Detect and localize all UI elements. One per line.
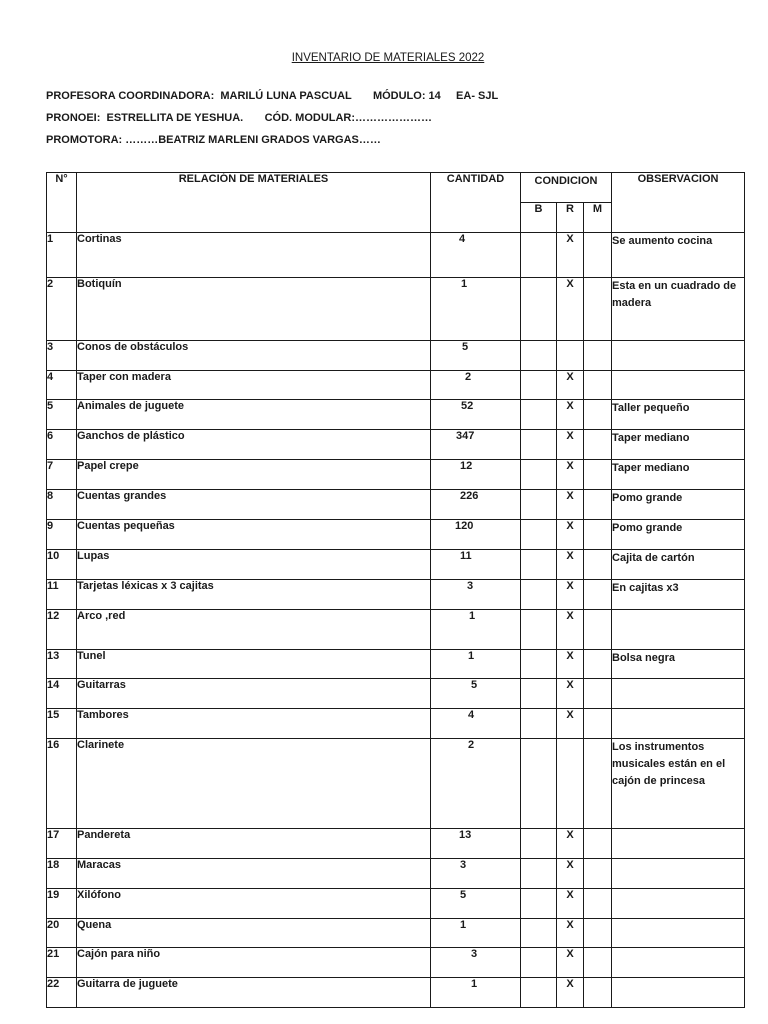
item-number: 15 xyxy=(47,709,77,739)
item-name: Cajón para niño xyxy=(77,948,431,978)
item-name: Pandereta xyxy=(77,829,431,859)
item-number: 7 xyxy=(47,460,77,490)
table-row xyxy=(47,889,745,919)
table-row xyxy=(47,709,745,739)
item-name: Clarinete xyxy=(77,739,431,829)
item-condition-m xyxy=(584,278,612,341)
item-condition-m xyxy=(584,430,612,460)
item-condition-r: X xyxy=(557,829,584,859)
item-name: Animales de juguete xyxy=(77,400,431,430)
item-observation: Se aumento cocina xyxy=(612,233,745,278)
item-quantity: 1 xyxy=(431,978,521,1008)
item-observation xyxy=(612,341,745,371)
item-observation: Esta en un cuadrado de madera xyxy=(612,278,745,341)
item-quantity: 3 xyxy=(431,859,521,889)
table-row xyxy=(47,430,745,460)
item-name: Guitarras xyxy=(77,679,431,709)
table-row xyxy=(47,829,745,859)
item-quantity: 4 xyxy=(431,709,521,739)
item-name: Cuentas grandes xyxy=(77,490,431,520)
item-name: Papel crepe xyxy=(77,460,431,490)
item-condition-m xyxy=(584,610,612,650)
item-condition-m xyxy=(584,490,612,520)
item-condition-r: X xyxy=(557,580,584,610)
item-condition-b xyxy=(521,829,557,859)
item-condition-b xyxy=(521,650,557,679)
item-number: 8 xyxy=(47,490,77,520)
item-condition-m xyxy=(584,341,612,371)
table-row xyxy=(47,978,745,1008)
table-row xyxy=(47,859,745,889)
item-condition-b xyxy=(521,859,557,889)
item-name: Tarjetas léxicas x 3 cajitas xyxy=(77,580,431,610)
item-condition-r: X xyxy=(557,233,584,278)
item-condition-b xyxy=(521,460,557,490)
item-condition-r: X xyxy=(557,889,584,919)
item-condition-b xyxy=(521,919,557,948)
item-name: Lupas xyxy=(77,550,431,580)
item-name: Taper con madera xyxy=(77,371,431,400)
header-observacion: OBSERVACION xyxy=(612,173,745,233)
item-name: Tambores xyxy=(77,709,431,739)
item-number: 11 xyxy=(47,580,77,610)
item-number: 2 xyxy=(47,278,77,341)
item-quantity: 3 xyxy=(431,948,521,978)
table-row xyxy=(47,400,745,430)
item-condition-b xyxy=(521,978,557,1008)
item-name: Ganchos de plástico xyxy=(77,430,431,460)
item-number: 14 xyxy=(47,679,77,709)
item-condition-b xyxy=(521,889,557,919)
item-number: 9 xyxy=(47,520,77,550)
item-condition-b xyxy=(521,430,557,460)
item-number: 4 xyxy=(47,371,77,400)
item-quantity: 1 xyxy=(431,610,521,650)
item-observation xyxy=(612,829,745,859)
item-name: Cuentas pequeñas xyxy=(77,520,431,550)
item-condition-r: X xyxy=(557,278,584,341)
item-quantity: 1 xyxy=(431,278,521,341)
item-condition-m xyxy=(584,829,612,859)
header-line-coordinadora: PROFESORA COORDINADORA: MARILÚ LUNA PASCUAL MÓDULO: 14 EA- SJL xyxy=(46,90,499,102)
item-condition-m xyxy=(584,919,612,948)
item-condition-m xyxy=(584,580,612,610)
item-condition-b xyxy=(521,679,557,709)
item-observation: Los instrumentos musicales están en el cajón de princesa xyxy=(612,739,745,829)
table-row xyxy=(47,919,745,948)
inventory-table xyxy=(46,172,745,1008)
item-quantity: 347 xyxy=(431,430,521,460)
item-number: 3 xyxy=(47,341,77,371)
header-line-pronoei: PRONOEI: ESTRELLITA DE YESHUA. CÓD. MODULAR:………………… xyxy=(46,112,433,124)
item-condition-m xyxy=(584,948,612,978)
item-condition-m xyxy=(584,859,612,889)
table-row xyxy=(47,580,745,610)
item-observation xyxy=(612,709,745,739)
item-name: Quena xyxy=(77,919,431,948)
item-observation xyxy=(612,948,745,978)
item-condition-b xyxy=(521,233,557,278)
item-condition-m xyxy=(584,233,612,278)
item-condition-r: X xyxy=(557,550,584,580)
table-row xyxy=(47,520,745,550)
header-num: N° xyxy=(47,173,77,233)
item-condition-m xyxy=(584,650,612,679)
table-row xyxy=(47,610,745,650)
header-cond-m: M xyxy=(584,203,612,233)
item-quantity: 3 xyxy=(431,580,521,610)
item-number: 1 xyxy=(47,233,77,278)
item-name: Tunel xyxy=(77,650,431,679)
item-quantity: 5 xyxy=(431,341,521,371)
item-quantity: 226 xyxy=(431,490,521,520)
item-quantity: 12 xyxy=(431,460,521,490)
item-condition-b xyxy=(521,610,557,650)
item-name: Maracas xyxy=(77,859,431,889)
header-cond-r: R xyxy=(557,203,584,233)
inventory-rows xyxy=(47,233,745,1008)
table-row xyxy=(47,278,745,341)
table-row xyxy=(47,341,745,371)
item-observation: Pomo grande xyxy=(612,520,745,550)
item-name: Conos de obstáculos xyxy=(77,341,431,371)
item-condition-m xyxy=(584,550,612,580)
item-quantity: 120 xyxy=(431,520,521,550)
item-observation xyxy=(612,679,745,709)
item-condition-r: X xyxy=(557,490,584,520)
item-condition-r: X xyxy=(557,610,584,650)
item-observation: Taper mediano xyxy=(612,460,745,490)
item-condition-b xyxy=(521,550,557,580)
item-condition-b xyxy=(521,490,557,520)
header-cond-b: B xyxy=(521,203,557,233)
item-condition-r xyxy=(557,341,584,371)
item-name: Guitarra de juguete xyxy=(77,978,431,1008)
item-observation: Taller pequeño xyxy=(612,400,745,430)
table-row xyxy=(47,679,745,709)
item-observation: Bolsa negra xyxy=(612,650,745,679)
item-name: Xilófono xyxy=(77,889,431,919)
item-condition-r: X xyxy=(557,430,584,460)
table-row xyxy=(47,650,745,679)
item-name: Cortinas xyxy=(77,233,431,278)
item-name: Botiquín xyxy=(77,278,431,341)
item-condition-r: X xyxy=(557,948,584,978)
item-condition-m xyxy=(584,889,612,919)
item-quantity: 13 xyxy=(431,829,521,859)
item-number: 16 xyxy=(47,739,77,829)
item-name: Arco ,red xyxy=(77,610,431,650)
item-number: 10 xyxy=(47,550,77,580)
header-cantidad: CANTIDAD xyxy=(431,173,521,233)
item-condition-r: X xyxy=(557,859,584,889)
item-condition-r xyxy=(557,739,584,829)
item-quantity: 1 xyxy=(431,919,521,948)
item-condition-b xyxy=(521,948,557,978)
item-quantity: 4 xyxy=(431,233,521,278)
item-observation: Cajita de cartón xyxy=(612,550,745,580)
item-condition-b xyxy=(521,371,557,400)
item-observation: Taper mediano xyxy=(612,430,745,460)
item-observation xyxy=(612,859,745,889)
item-condition-m xyxy=(584,679,612,709)
item-condition-r: X xyxy=(557,520,584,550)
item-condition-r: X xyxy=(557,650,584,679)
item-number: 13 xyxy=(47,650,77,679)
item-number: 19 xyxy=(47,889,77,919)
item-number: 22 xyxy=(47,978,77,1008)
table-row xyxy=(47,550,745,580)
item-number: 20 xyxy=(47,919,77,948)
item-observation: Pomo grande xyxy=(612,490,745,520)
item-observation xyxy=(612,889,745,919)
item-quantity: 2 xyxy=(431,371,521,400)
item-condition-r: X xyxy=(557,919,584,948)
item-condition-b xyxy=(521,709,557,739)
table-row xyxy=(47,739,745,829)
item-quantity: 1 xyxy=(431,650,521,679)
header-relacion: RELACIÓN DE MATERIALES xyxy=(77,173,431,233)
item-condition-b xyxy=(521,739,557,829)
item-condition-r: X xyxy=(557,709,584,739)
item-quantity: 5 xyxy=(431,679,521,709)
item-condition-b xyxy=(521,341,557,371)
item-condition-r: X xyxy=(557,978,584,1008)
item-condition-r: X xyxy=(557,400,584,430)
item-condition-r: X xyxy=(557,679,584,709)
item-condition-m xyxy=(584,460,612,490)
item-observation xyxy=(612,610,745,650)
header-condicion: CONDICION xyxy=(521,173,612,203)
table-row xyxy=(47,948,745,978)
header-line-promotora: PROMOTORA: ………BEATRIZ MARLENI GRADOS VARGAS…… xyxy=(46,134,381,146)
item-number: 12 xyxy=(47,610,77,650)
table-row xyxy=(47,233,745,278)
item-condition-b xyxy=(521,580,557,610)
item-condition-m xyxy=(584,520,612,550)
table-row xyxy=(47,490,745,520)
item-observation xyxy=(612,978,745,1008)
document-title: INVENTARIO DE MATERIALES 2022 xyxy=(291,52,485,64)
item-number: 21 xyxy=(47,948,77,978)
item-quantity: 2 xyxy=(431,739,521,829)
item-condition-r: X xyxy=(557,371,584,400)
item-number: 5 xyxy=(47,400,77,430)
item-condition-m xyxy=(584,978,612,1008)
item-number: 6 xyxy=(47,430,77,460)
item-observation xyxy=(612,919,745,948)
item-condition-r: X xyxy=(557,460,584,490)
item-condition-m xyxy=(584,739,612,829)
item-condition-m xyxy=(584,400,612,430)
item-condition-m xyxy=(584,371,612,400)
item-condition-m xyxy=(584,709,612,739)
item-condition-b xyxy=(521,278,557,341)
item-observation: En cajitas x3 xyxy=(612,580,745,610)
item-number: 18 xyxy=(47,859,77,889)
item-quantity: 5 xyxy=(431,889,521,919)
item-quantity: 52 xyxy=(431,400,521,430)
item-number: 17 xyxy=(47,829,77,859)
table-row xyxy=(47,460,745,490)
item-observation xyxy=(612,371,745,400)
table-row xyxy=(47,371,745,400)
item-quantity: 11 xyxy=(431,550,521,580)
item-condition-b xyxy=(521,400,557,430)
item-condition-b xyxy=(521,520,557,550)
